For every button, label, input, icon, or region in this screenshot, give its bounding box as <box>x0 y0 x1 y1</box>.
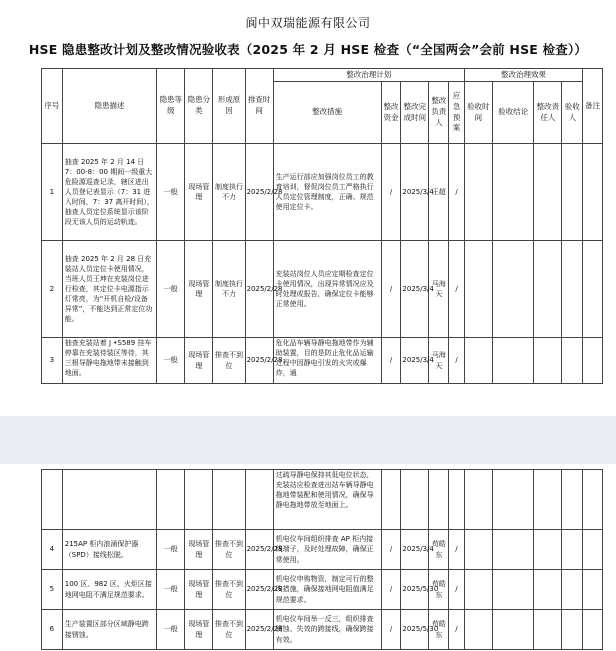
cell-finish-time: 2025/3/4 <box>401 144 429 241</box>
header-cause: 形成原因 <box>213 69 245 144</box>
cell-acceptor <box>562 338 583 384</box>
cell-seq: 2 <box>42 241 63 338</box>
cell-check-time: 2025/2/28 <box>245 338 273 384</box>
cell-cause: 制度执行不力 <box>213 241 245 338</box>
cell-level: 一般 <box>157 530 185 570</box>
header-effect-owner: 整改责任人 <box>534 82 562 144</box>
cell-plan: / <box>449 144 465 241</box>
header-remark: 备注 <box>583 69 603 144</box>
header-seq: 序号 <box>42 69 63 144</box>
cell-desc: 抽查 2025 年 2 月 28 日充装站人员定位卡使用情况，当班人员王坤在充装岗位进行检查，其定位卡电源指示灯常亮，为“开机自检/设备异常”，不能达到正常定位功能。 <box>62 241 157 338</box>
cell-remark <box>583 241 603 338</box>
cell-funds: / <box>381 530 401 570</box>
cell-finish-time: 2025/3/4 <box>401 338 429 384</box>
cell-category: 现场管理 <box>185 530 213 570</box>
header-accept-time: 验收时间 <box>464 82 492 144</box>
table-row <box>42 610 603 650</box>
cell-check-time: 2025/2/28 <box>245 530 273 570</box>
table-row <box>42 570 603 610</box>
cell-funds: / <box>381 570 401 610</box>
cell-accept-time <box>464 338 492 384</box>
cell-desc: 215AP 柜内浪涌保护器（SPD）接线松脱。 <box>62 530 157 570</box>
cell-cause: 制度执行不力 <box>213 144 245 241</box>
cell-owner: 马海天 <box>429 241 449 338</box>
cell-accept-time <box>464 144 492 241</box>
cell-desc: 抽查 2025 年 2 月 14 日 7：00-8：00 期间一级重大危险源巡查记录，辖区进出人员登记表显示（7：31 进入时间，7：37 离开时间），抽查人员定位系统显示该阶段无该人员的运动轨迹。 <box>62 144 157 241</box>
table-row <box>42 144 603 241</box>
header-measures: 整改措施 <box>273 82 381 144</box>
cell-finish-time: 2025/5/30 <box>401 610 429 650</box>
cell-measures: 机电仪车间组织排查 AP 柜内接线端子，及时处理故障，确保正常使用。 <box>273 530 381 570</box>
cell-level: 一般 <box>157 570 185 610</box>
hse-rectification-table-continued <box>41 469 603 650</box>
cell-owner: 马海天 <box>429 338 449 384</box>
cell-seq: 4 <box>42 530 63 570</box>
cell-level: 一般 <box>157 610 185 650</box>
header-acceptor: 验收人 <box>562 82 583 144</box>
header-desc: 隐患描述 <box>62 69 157 144</box>
cell-category: 现场管理 <box>185 338 213 384</box>
cell-finish-time: 2025/5/30 <box>401 570 429 610</box>
cell-owner: 王超 <box>429 144 449 241</box>
cell-category: 现场管理 <box>185 241 213 338</box>
cell-plan: / <box>449 241 465 338</box>
cell-check-time: 2025/2/28 <box>245 610 273 650</box>
cell-acceptor <box>562 144 583 241</box>
cell-remark <box>583 338 603 384</box>
cell-accept-result <box>492 144 534 241</box>
cell-acceptor <box>562 241 583 338</box>
header-owner: 整改负责人 <box>429 82 449 144</box>
cell-plan: / <box>449 610 465 650</box>
cell-effect-owner <box>534 241 562 338</box>
table-row <box>42 530 603 570</box>
cell-seq: 5 <box>42 570 63 610</box>
cell-measures: 充装站岗位人员应定期检查定位卡使用情况，出现异常情况应及时处理或报告，确保定位卡能够正常使用。 <box>273 241 381 338</box>
header-accept-result: 验收结论 <box>492 82 534 144</box>
header-level: 隐患等级 <box>157 69 185 144</box>
cell-seq: 1 <box>42 144 63 241</box>
header-effect-group: 整改治理效果 <box>464 69 582 82</box>
cell-seq: 3 <box>42 338 63 384</box>
page-separator <box>0 416 616 464</box>
header-finish-time: 整改完成时间 <box>401 82 429 144</box>
cell-finish-time: 2025/3/4 <box>401 530 429 570</box>
cell-effect-owner <box>534 338 562 384</box>
header-plan-group: 整改治理计划 <box>273 69 464 82</box>
cell-funds: / <box>381 610 401 650</box>
cell-plan: / <box>449 530 465 570</box>
cell-measures: 机电仪申购物资，制定可行的整改措施，确保接地网电阻值满足规范要求。 <box>273 570 381 610</box>
header-category: 隐患分类 <box>185 69 213 144</box>
cell-measures: 生产运行部应加强岗位员工的教育培训，督促岗位员工严格执行人员定位管理制度，正确、规范使用定位卡。 <box>273 144 381 241</box>
cell-owner: 苟皓东 <box>429 570 449 610</box>
cell-measures-continued: 过疏导静电保持其低电位状态，充装站应检查进出站车辆导静电拖地带装配和使用情况，确保导静电拖地带放至地面上。 <box>273 470 381 530</box>
cell-category: 现场管理 <box>185 144 213 241</box>
cell-owner: 苟皓东 <box>429 530 449 570</box>
cell-cause: 排查不到位 <box>213 610 245 650</box>
cell-funds: / <box>381 338 401 384</box>
cell-level: 一般 <box>157 241 185 338</box>
cell-check-time: 2025/2/28 <box>245 570 273 610</box>
cell-effect-owner <box>534 144 562 241</box>
cell-category: 现场管理 <box>185 570 213 610</box>
header-funds: 整改资金 <box>381 82 401 144</box>
cell-funds: / <box>381 241 401 338</box>
cell-desc: 生产装置区部分区域静电跨接锈蚀。 <box>62 610 157 650</box>
cell-finish-time: 2025/3/4 <box>401 241 429 338</box>
cell-category: 现场管理 <box>185 610 213 650</box>
cell-desc: 抽查充装站着 J •S589 挂车停靠在充装待装区等待，其三根导静电拖地带未接触到地面。 <box>62 338 157 384</box>
hse-rectification-table <box>41 68 603 384</box>
cell-level: 一般 <box>157 144 185 241</box>
cell-measures: 机电仪车间举一反三，组织排查锈蚀、失效的跨接线，确保跨接有效。 <box>273 610 381 650</box>
table-row-continued <box>42 470 603 530</box>
cell-check-time: 2025/2/28 <box>245 241 273 338</box>
cell-accept-result <box>492 338 534 384</box>
cell-plan: / <box>449 570 465 610</box>
company-name: 阆中双瑞能源有限公司 <box>245 16 371 30</box>
header-check-time: 排查时间 <box>245 69 273 144</box>
cell-seq: 6 <box>42 610 63 650</box>
table-row <box>42 241 603 338</box>
table-row <box>42 338 603 384</box>
cell-level: 一般 <box>157 338 185 384</box>
cell-desc: 100 区、982 区、火炬区接地网电阻不满足规范要求。 <box>62 570 157 610</box>
cell-owner: 苟皓东 <box>429 610 449 650</box>
cell-measures: 危化品车辆导静电拖地带作为辅助装置，目的是防止危化品运输过程中因静电引发的火灾或爆炸，通 <box>273 338 381 384</box>
cell-cause: 排查不到位 <box>213 530 245 570</box>
cell-cause: 排查不到位 <box>213 570 245 610</box>
header-plan: 应急预案 <box>449 82 465 144</box>
cell-remark <box>583 144 603 241</box>
document-title: HSE 隐患整改计划及整改情况验收表（2025 年 2 月 HSE 检查（“全国两会”会前 HSE 检查）） <box>28 42 588 57</box>
cell-funds: / <box>381 144 401 241</box>
cell-cause: 排查不到位 <box>213 338 245 384</box>
cell-check-time: 2025/2/28 <box>245 144 273 241</box>
cell-plan: / <box>449 338 465 384</box>
cell-accept-result <box>492 241 534 338</box>
cell-accept-time <box>464 241 492 338</box>
